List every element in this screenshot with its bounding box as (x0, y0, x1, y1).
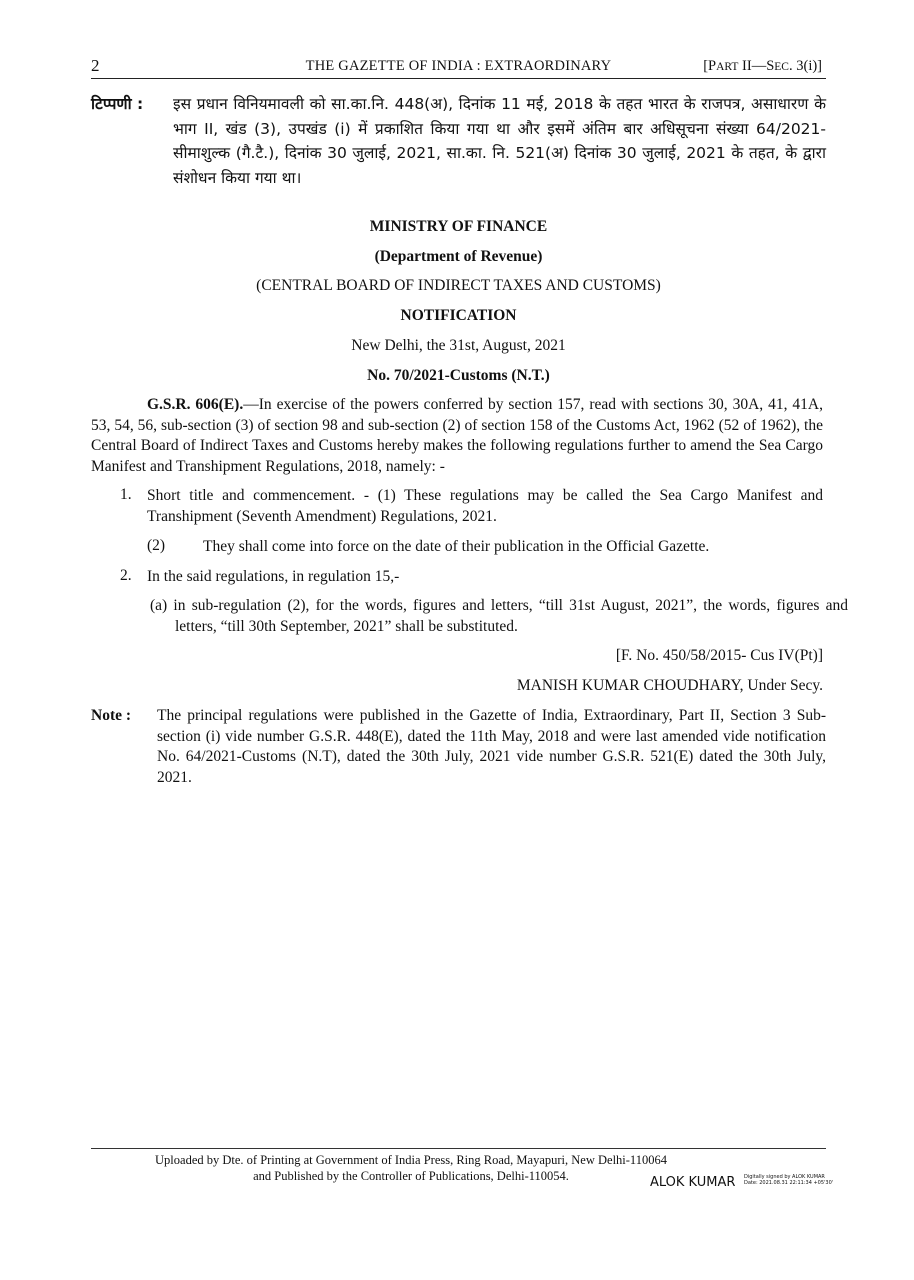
hindi-note-label: टिप्पणी : (91, 95, 144, 113)
footer-divider (91, 1148, 826, 1149)
note-text: The principal regulations were published in the Gazette of India, Extraordinary, Part II, Section 3 Sub-section (i) vide number G.S.R. 448(E), dated the 11th May, 2018 and were last amended vide notification No. 64/2021-Customs (N.T), dated the 30th July, 2021 vide number G.S.R. 521(E) dated the 30th July, 2021. (157, 707, 826, 786)
digital-signature-details: Digitally signed by ALOK KUMAR Date: 2021.08.31 22:11:34 +05'30' (744, 1174, 834, 1186)
part-section-label: [PART II—SEC. 3(i)] (703, 58, 822, 74)
gazette-header (91, 56, 826, 79)
department-heading: (Department of Revenue) (374, 248, 543, 265)
item-1-number: 1. (120, 486, 132, 503)
board-heading: (CENTRAL BOARD OF INDIRECT TAXES AND CUSTOMS) (256, 277, 661, 294)
item-2-number: 2. (120, 567, 132, 584)
gsr-number: G.S.R. 606(E). (147, 396, 244, 413)
ministry-heading: MINISTRY OF FINANCE (369, 218, 548, 235)
signatory: MANISH KUMAR CHOUDHARY, Under Secy. (516, 677, 823, 694)
notification-heading: NOTIFICATION (400, 307, 517, 324)
footer-line-2: and Published by the Controller of Publications, Delhi-110054. (253, 1169, 569, 1183)
item-1-sub-number: (2) (147, 537, 166, 554)
digital-signature-name: ALOK KUMAR (650, 1175, 736, 1190)
file-number: [F. No. 450/58/2015- Cus IV(Pt)] (615, 647, 823, 664)
hindi-note (91, 92, 826, 190)
gazette-title: THE GAZETTE OF INDIA : EXTRAORDINARY (305, 58, 612, 74)
item-1-sub-text: They shall come into force on the date of their publication in the Official Gazette. (203, 538, 710, 555)
item-2-clause-a: (a) in sub-regulation (2), for the words, figures and letters, “till 31st August, 2021”, the words, figures and letters, “till 30th September, 2021” shall be substituted. (150, 597, 848, 635)
page-number: 2 (91, 56, 100, 75)
date-line: New Delhi, the 31st, August, 2021 (351, 337, 566, 354)
footer-line-1: Uploaded by Dte. of Printing at Government of India Press, Ring Road, Mayapuri, New Delhi-110064 (155, 1153, 667, 1167)
english-note (91, 706, 826, 788)
preamble-text: —In exercise of the powers conferred by section 157, read with sections 30, 30A, 41, 41A, 53, 54, 56, sub-section (3) of section 98 and sub-section (2) of section 158 of the Customs Act, 1962 (52 of 1962), the Central Board of Indirect Taxes and Customs hereby makes the following regulations further to amend the Sea Cargo Manifest and Transhipment Regulations, 2018, namely: - (91, 396, 823, 475)
notification-number: No. 70/2021-Customs (N.T.) (367, 367, 550, 384)
note-label: Note : (91, 707, 132, 724)
item-1-text: Short title and commencement. - (1) These regulations may be called the Sea Cargo Manifest and Transhipment (Seventh Amendment) Regulations, 2021. (147, 487, 823, 525)
item-2-text: In the said regulations, in regulation 15,- (147, 568, 400, 585)
hindi-note-text: इस प्रधान विनियमावली को सा.का.नि. 448(अ), दिनांक 11 मई, 2018 के तहत भारत के राजपत्र, असाधारण के भाग II, खंड (3), उपखंड (i) में प्रकाशित किया गया था और इसमें अंतिम बार अधिसूचना संख्या 64/2021-सीमाशुल्क (गै.टै.), दिनांक 30 जुलाई, 2021, सा.का. नि. 521(अ) दिनांक 30 जुलाई, 2021 के तहत, के द्वारा संशोधन किया गया था। (173, 95, 826, 187)
preamble-paragraph (91, 395, 823, 477)
